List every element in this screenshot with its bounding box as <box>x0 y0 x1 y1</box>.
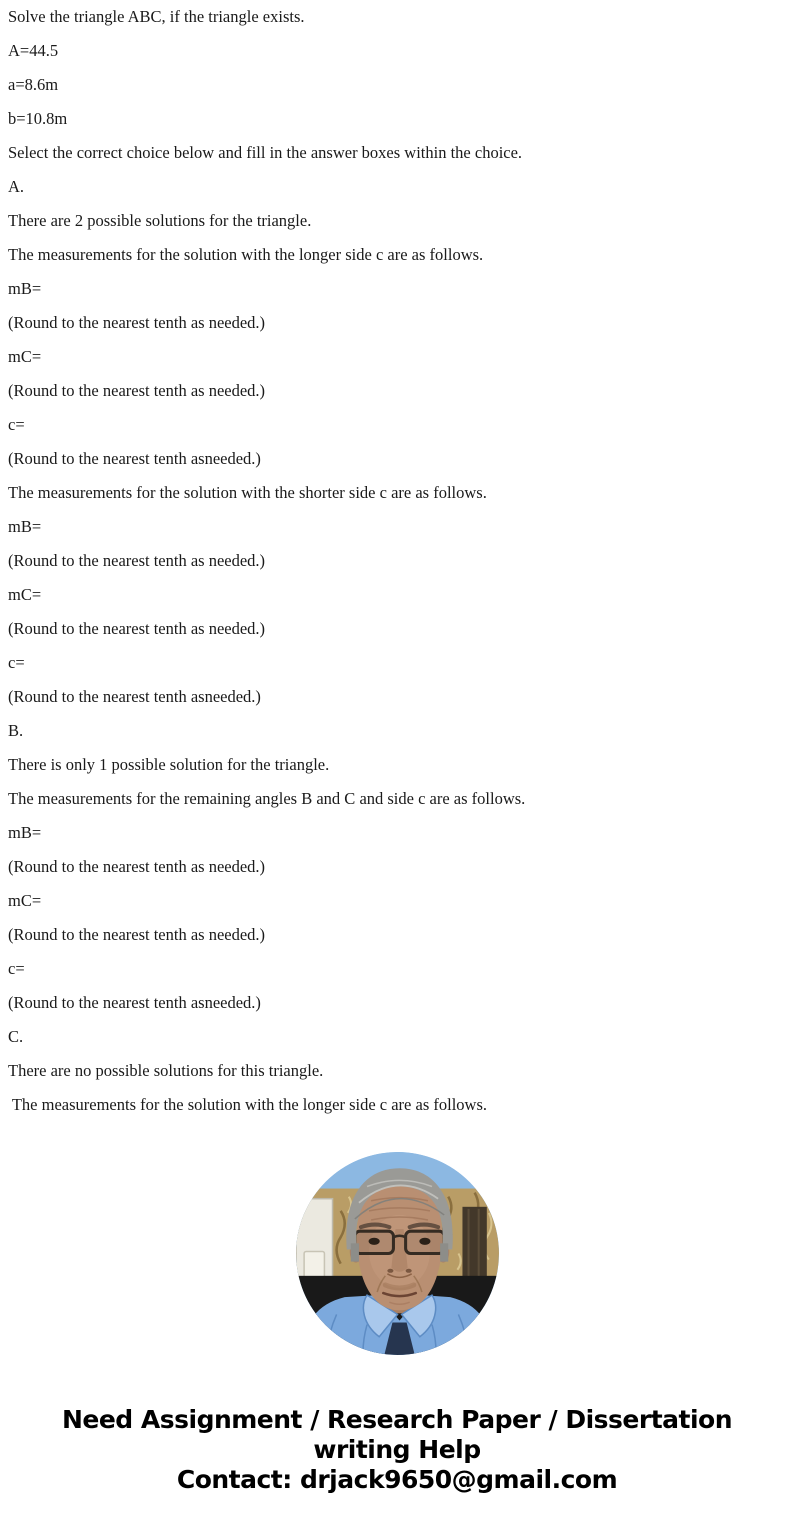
document-line: C. <box>8 1027 24 1046</box>
document-line: Solve the triangle ABC, if the triangle exists. <box>8 7 305 26</box>
document-line: (Round to the nearest tenth as needed.) <box>8 925 266 944</box>
document-line: There are 2 possible solutions for the triangle. <box>8 211 312 230</box>
document-line: mB= <box>8 517 42 536</box>
document-line: B. <box>8 721 24 740</box>
photo-door-frame <box>296 1199 333 1284</box>
document-line: mB= <box>8 279 42 298</box>
document-line: mB= <box>8 823 42 842</box>
document-line: (Round to the nearest tenth asneeded.) <box>8 449 261 468</box>
document-line: A. <box>8 177 25 196</box>
tutor-portrait-icon <box>296 1152 499 1355</box>
document-line: (Round to the nearest tenth as needed.) <box>8 313 266 332</box>
document-line: (Round to the nearest tenth as needed.) <box>8 857 266 876</box>
footer-line: Need Assignment / Research Paper / Dissertation <box>61 1405 733 1434</box>
photo-pillar <box>462 1207 486 1282</box>
document-line: mC= <box>8 585 42 604</box>
document-line: The measurements for the solution with the longer side c are as follows. <box>8 245 484 264</box>
footer-line: Contact: drjack9650@gmail.com <box>176 1465 618 1494</box>
footer-line: writing Help <box>313 1435 481 1464</box>
document-line: The measurements for the remaining angles B and C and side c are as follows. <box>8 789 526 808</box>
document-line: mC= <box>8 891 42 910</box>
document-line: There are no possible solutions for this triangle. <box>8 1061 324 1080</box>
document-line: b=10.8m <box>8 109 68 128</box>
document-line: (Round to the nearest tenth asneeded.) <box>8 993 261 1012</box>
document-line: (Round to the nearest tenth as needed.) <box>8 619 266 638</box>
document-line: A=44.5 <box>8 41 59 60</box>
document-line: c= <box>8 653 25 672</box>
document-line: (Round to the nearest tenth asneeded.) <box>8 687 261 706</box>
document-line: c= <box>8 959 25 978</box>
document-line: Select the correct choice below and fill in the answer boxes within the choice. <box>8 143 523 162</box>
avatar <box>296 1152 499 1355</box>
footer-banner <box>0 1405 794 1495</box>
document-line: There is only 1 possible solution for the triangle. <box>8 755 330 774</box>
document-line: The measurements for the solution with the longer side c are as follows. <box>8 1095 487 1114</box>
document-line: (Round to the nearest tenth as needed.) <box>8 551 266 570</box>
document-line: (Round to the nearest tenth as needed.) <box>8 381 266 400</box>
document-line: c= <box>8 415 25 434</box>
document-line: mC= <box>8 347 42 366</box>
document-line: a=8.6m <box>8 75 59 94</box>
document-line: The measurements for the solution with the shorter side c are as follows. <box>8 483 487 502</box>
